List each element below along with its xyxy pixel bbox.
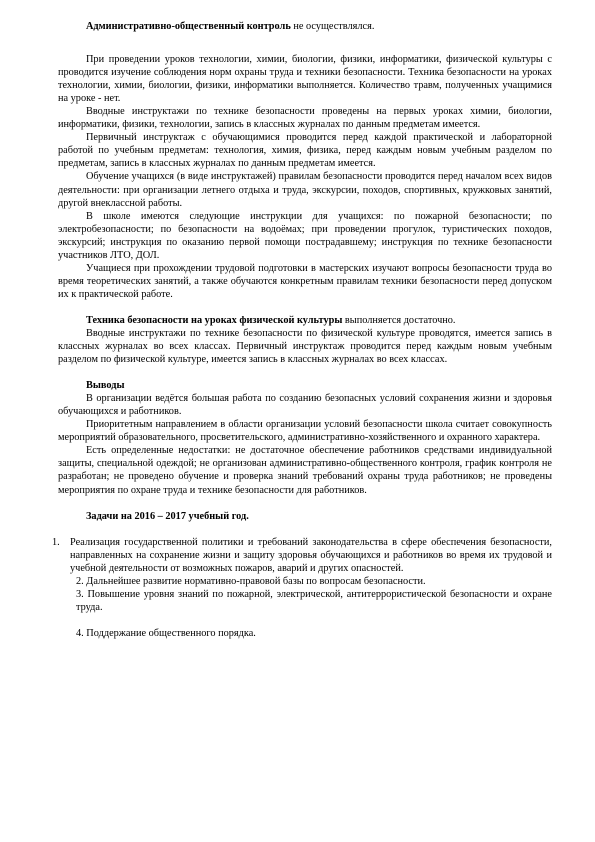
paragraph: Обучение учащихся (в виде инструктажей) правилам безопасности проводится перед началом всех видов деятельности: при организации летнего отдыха и труда, экскурсии, походов, спортивных, кружковых занятий, другой внеклассной работы. (58, 171, 552, 209)
pe-bold: Техника безопасности на уроках физической культуры (86, 314, 343, 326)
intro-rest: не осуществлялся. (290, 21, 375, 32)
pe-rest: выполняется достаточно. (342, 314, 456, 326)
document-page (52, 20, 552, 640)
paragraph: Учащиеся при прохождении трудовой подготовки в мастерских изучают вопросы безопасности труда во время теоретических занятий, а также обучаются конкретным правилам техники безопасности перед допуском их к практической работе. (58, 262, 552, 300)
paragraph: В школе имеются следующие инструкции для учащихся: по пожарной безопасности; по электробезопасности; по безопасности на водоёмах; при проведении прогулок, туристических походов, экскурсий; инструкция по оказанию первой помощи пострадавшему; инструкция по технике безопасности участников ЛТО, ДОЛ. (58, 210, 552, 261)
tasks-heading: Задачи на 2016 – 2017 учебный год. (86, 510, 249, 522)
conclusion-paragraph: Приоритетным направлением в области организации условий безопасности школа считает совокупность мероприятий образовательного, просветительского, административно-хозяйственного и охранного характера. (58, 419, 552, 444)
intro-paragraph (58, 20, 552, 33)
intro-bold: Административно-общественный контроль (86, 21, 291, 32)
task-item (52, 536, 552, 575)
paragraph: При проведении уроков технологии, химии, биологии, физики, информатики, физической культуры с проводится изучение соблюдения норм охраны труда и техники безопасности. Техника безопасности на уроках технологии, химии, биологии, физики, информатики выполняется. Количество травм, полученных учащимися на уроке - нет. (58, 54, 552, 105)
paragraph: Первичный инструктаж с обучающимися проводится перед каждой практической и лабораторной работой по учебным предметам: технология, химия, физика, перед каждым новым учебным разделом по предметам, запись в классных журналах по данным предметам имеется. (58, 132, 552, 170)
conclusions-heading: Выводы (86, 380, 125, 392)
conclusion-paragraph: Есть определенные недостатки: не достаточное обеспечение работников средствами индивидуальной защиты, специальной одеждой; не организован административно-общественного контроля, график контроля не разработан; не проведено обучение и проверка знаний требований охраны труда работников; не проведены мероприятия по охране труда и технике безопасности для работников. (58, 445, 552, 496)
task-item: 3. Повышение уровня знаний по пожарной, электрической, антитеррористической безопасности и охране труда. (76, 588, 552, 613)
task-text: Реализация государственной политики и требований законодательства в сфере обеспечения безопасности, направленных на сохранение жизни и защиту здоровья обучающихся и работников во время их трудовой и учебной деятельности от возможных пожаров, аварий и других опасностей. (70, 536, 552, 574)
pe-heading-paragraph (58, 314, 552, 327)
task-item: 4. Поддержание общественного порядка. (76, 627, 256, 639)
pe-paragraph: Вводные инструктажи по технике безопасности по физической культуре проводятся, имеется запись в классных журналах во всех классах. Первичный инструктаж проводится перед каждым новым учебным разделом по физической культуре, имеется запись в классных журналах во всех классах. (58, 327, 552, 366)
task-item: 2. Дальнейшее развитие нормативно-правовой базы по вопросам безопасности. (76, 575, 426, 587)
paragraph: Вводные инструктажи по технике безопасности проведены на первых уроках химии, биологии, информатики, физики, технологии, запись в классных журналах по данным предметам имеется. (58, 106, 552, 131)
task-number: 1. (52, 536, 60, 548)
conclusion-paragraph: В организации ведётся большая работа по созданию безопасных условий сохранения жизни и здоровья обучающихся и работников. (58, 393, 552, 418)
